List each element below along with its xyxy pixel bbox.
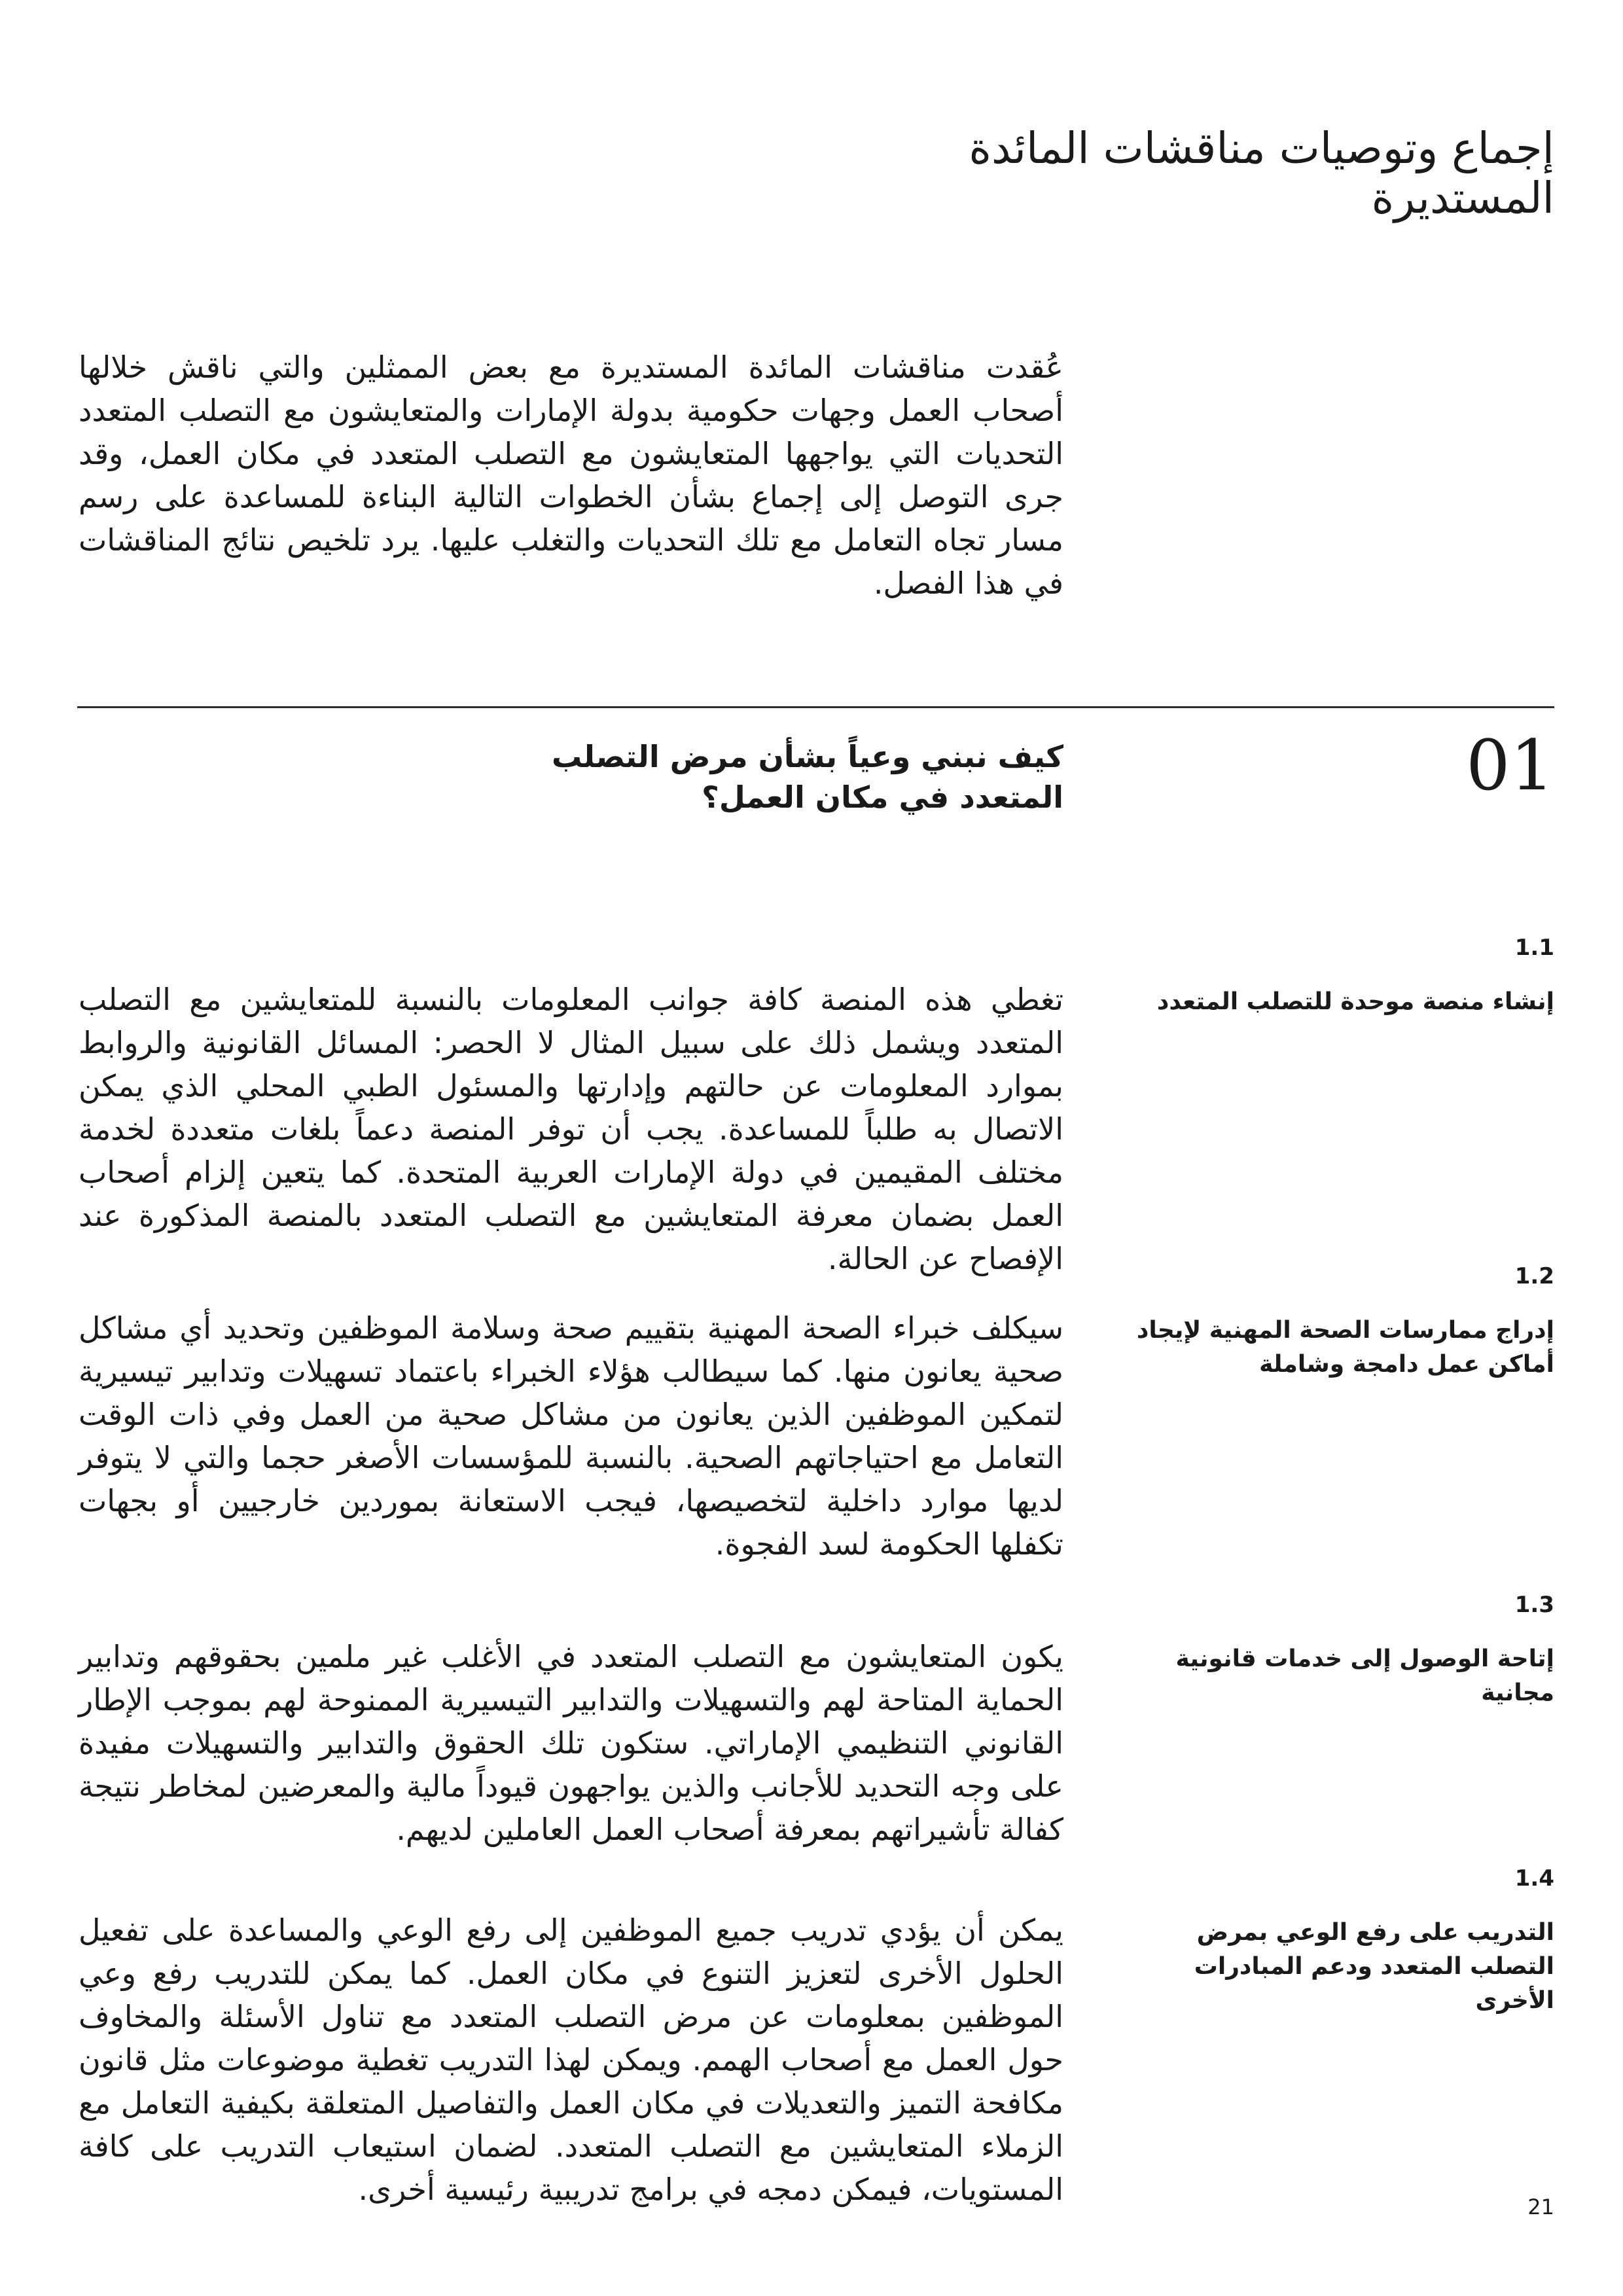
item-number: 1.4 xyxy=(1514,1865,1554,1892)
item-number: 1.3 xyxy=(1514,1592,1554,1618)
item-title: إتاحة الوصول إلى خدمات قانونية مجانية xyxy=(1175,1645,1554,1706)
item-body: سيكلف خبراء الصحة المهنية بتقييم صحة وسلامة الموظفين وتحديد أي مشاكل صحية يعانون منها. كما سيطالب هؤلاء الخبراء باعتماد تسهيلات وتدابير تيسيرية لتمكين الموظفين الذين يعانون من مشاكل صحية من العمل وفي ذات الوقت التعامل مع احتياجاتهم الصحية. بالنسبة للمؤسسات الأصغر حجما والتي لا يتوفر لديها موارد داخلية لتخصيصها، فيجب الاستعانة بموردين خارجيين أو بجهات تكفلها الحكومة لسد الفجوة. xyxy=(79,1310,1063,1562)
section-divider xyxy=(77,706,1554,708)
item-body: يكون المتعايشون مع التصلب المتعدد في الأغلب غير ملمين بحقوقهم وتدابير الحماية المتاحة لهم والتسهيلات والتدابير التيسيرية الممنوحة لهم بموجب الإطار القانوني التنظيمي الإماراتي. ستكون تلك الحقوق والتدابير والتسهيلات مفيدة على وجه التحديد للأجانب والذين يواجهون قيوداً مالية والمعرضين لمخاطر نتيجة كفالة تأشيراتهم بمعرفة أصحاب العمل العاملين لديهم. xyxy=(79,1639,1063,1847)
item-body: تغطي هذه المنصة كافة جوانب المعلومات بالنسبة للمتعايشين مع التصلب المتعدد ويشمل ذلك على سبيل المثال لا الحصر: المسائل القانونية والروابط بموارد المعلومات عن حالتهم وإدارتها والمسئول الطبي المحلي الذي يمكن الاتصال به طلباً للمساعدة. يجب أن توفر المنصة دعماً بلغات متعددة لخدمة مختلف المقيمين في دولة الإمارات العربية المتحدة. كما يتعين إلزام أصحاب العمل بضمان معرفة المتعايشين مع التصلب المتعدد بالمنصة المذكورة عند الإفصاح عن الحالة. xyxy=(79,982,1063,1276)
item-body: يمكن أن يؤدي تدريب جميع الموظفين إلى رفع الوعي والمساعدة على تفعيل الحلول الأخرى لتعزيز التنوع في مكان العمل. كما يمكن للتدريب رفع وعي الموظفين بمعلومات عن مرض التصلب المتعدد مع تناول الأسئلة والمخاوف حول العمل مع أصحاب الهمم. ويمكن لهذا التدريب تغطية موضوعات مثل قانون مكافحة التميز والتعديلات في مكان العمل والتفاصيل المتعلقة بكيفية التعامل مع الزملاء المتعايشين مع التصلب المتعدد. لضمان استيعاب التدريب على كافة المستويات، فيمكن دمجه في برامج تدريبية رئيسية أخرى. xyxy=(79,1912,1063,2207)
page-number: 21 xyxy=(1527,2195,1554,2219)
section-number: 01 xyxy=(1466,725,1554,806)
item-title: التدريب على رفع الوعي بمرض التصلب المتعدد ودعم المبادرات الأخرى xyxy=(1194,1919,1554,2014)
page-title: إجماع وتوصيات مناقشات المائدة المستديرة xyxy=(969,123,1554,224)
item-number: 1.2 xyxy=(1514,1263,1554,1289)
intro-paragraph: عُقدت مناقشات المائدة المستديرة مع بعض الممثلين والتي ناقش خلالها أصحاب العمل وجهات حكومية بدولة الإمارات والمتعايشون مع التصلب المتعدد التحديات التي يواجهها المتعايشون مع التصلب المتعدد في مكان العمل، وقد جرى التوصل إلى إجماع بشأن الخطوات التالية البناءة للمساعدة على رسم مسار تجاه التعامل مع تلك التحديات والتغلب عليها. يرد تلخيص نتائج المناقشات في هذا الفصل. xyxy=(79,350,1063,601)
section-question: كيف نبني وعياً بشأن مرض التصلب المتعدد في مكان العمل؟ xyxy=(551,739,1063,815)
item-title: إدراج ممارسات الصحة المهنية لإيجاد أماكن عمل دامجة وشاملة xyxy=(1136,1317,1554,1378)
item-title: إنشاء منصة موحدة للتصلب المتعدد xyxy=(1156,988,1554,1015)
item-number: 1.1 xyxy=(1514,935,1554,961)
